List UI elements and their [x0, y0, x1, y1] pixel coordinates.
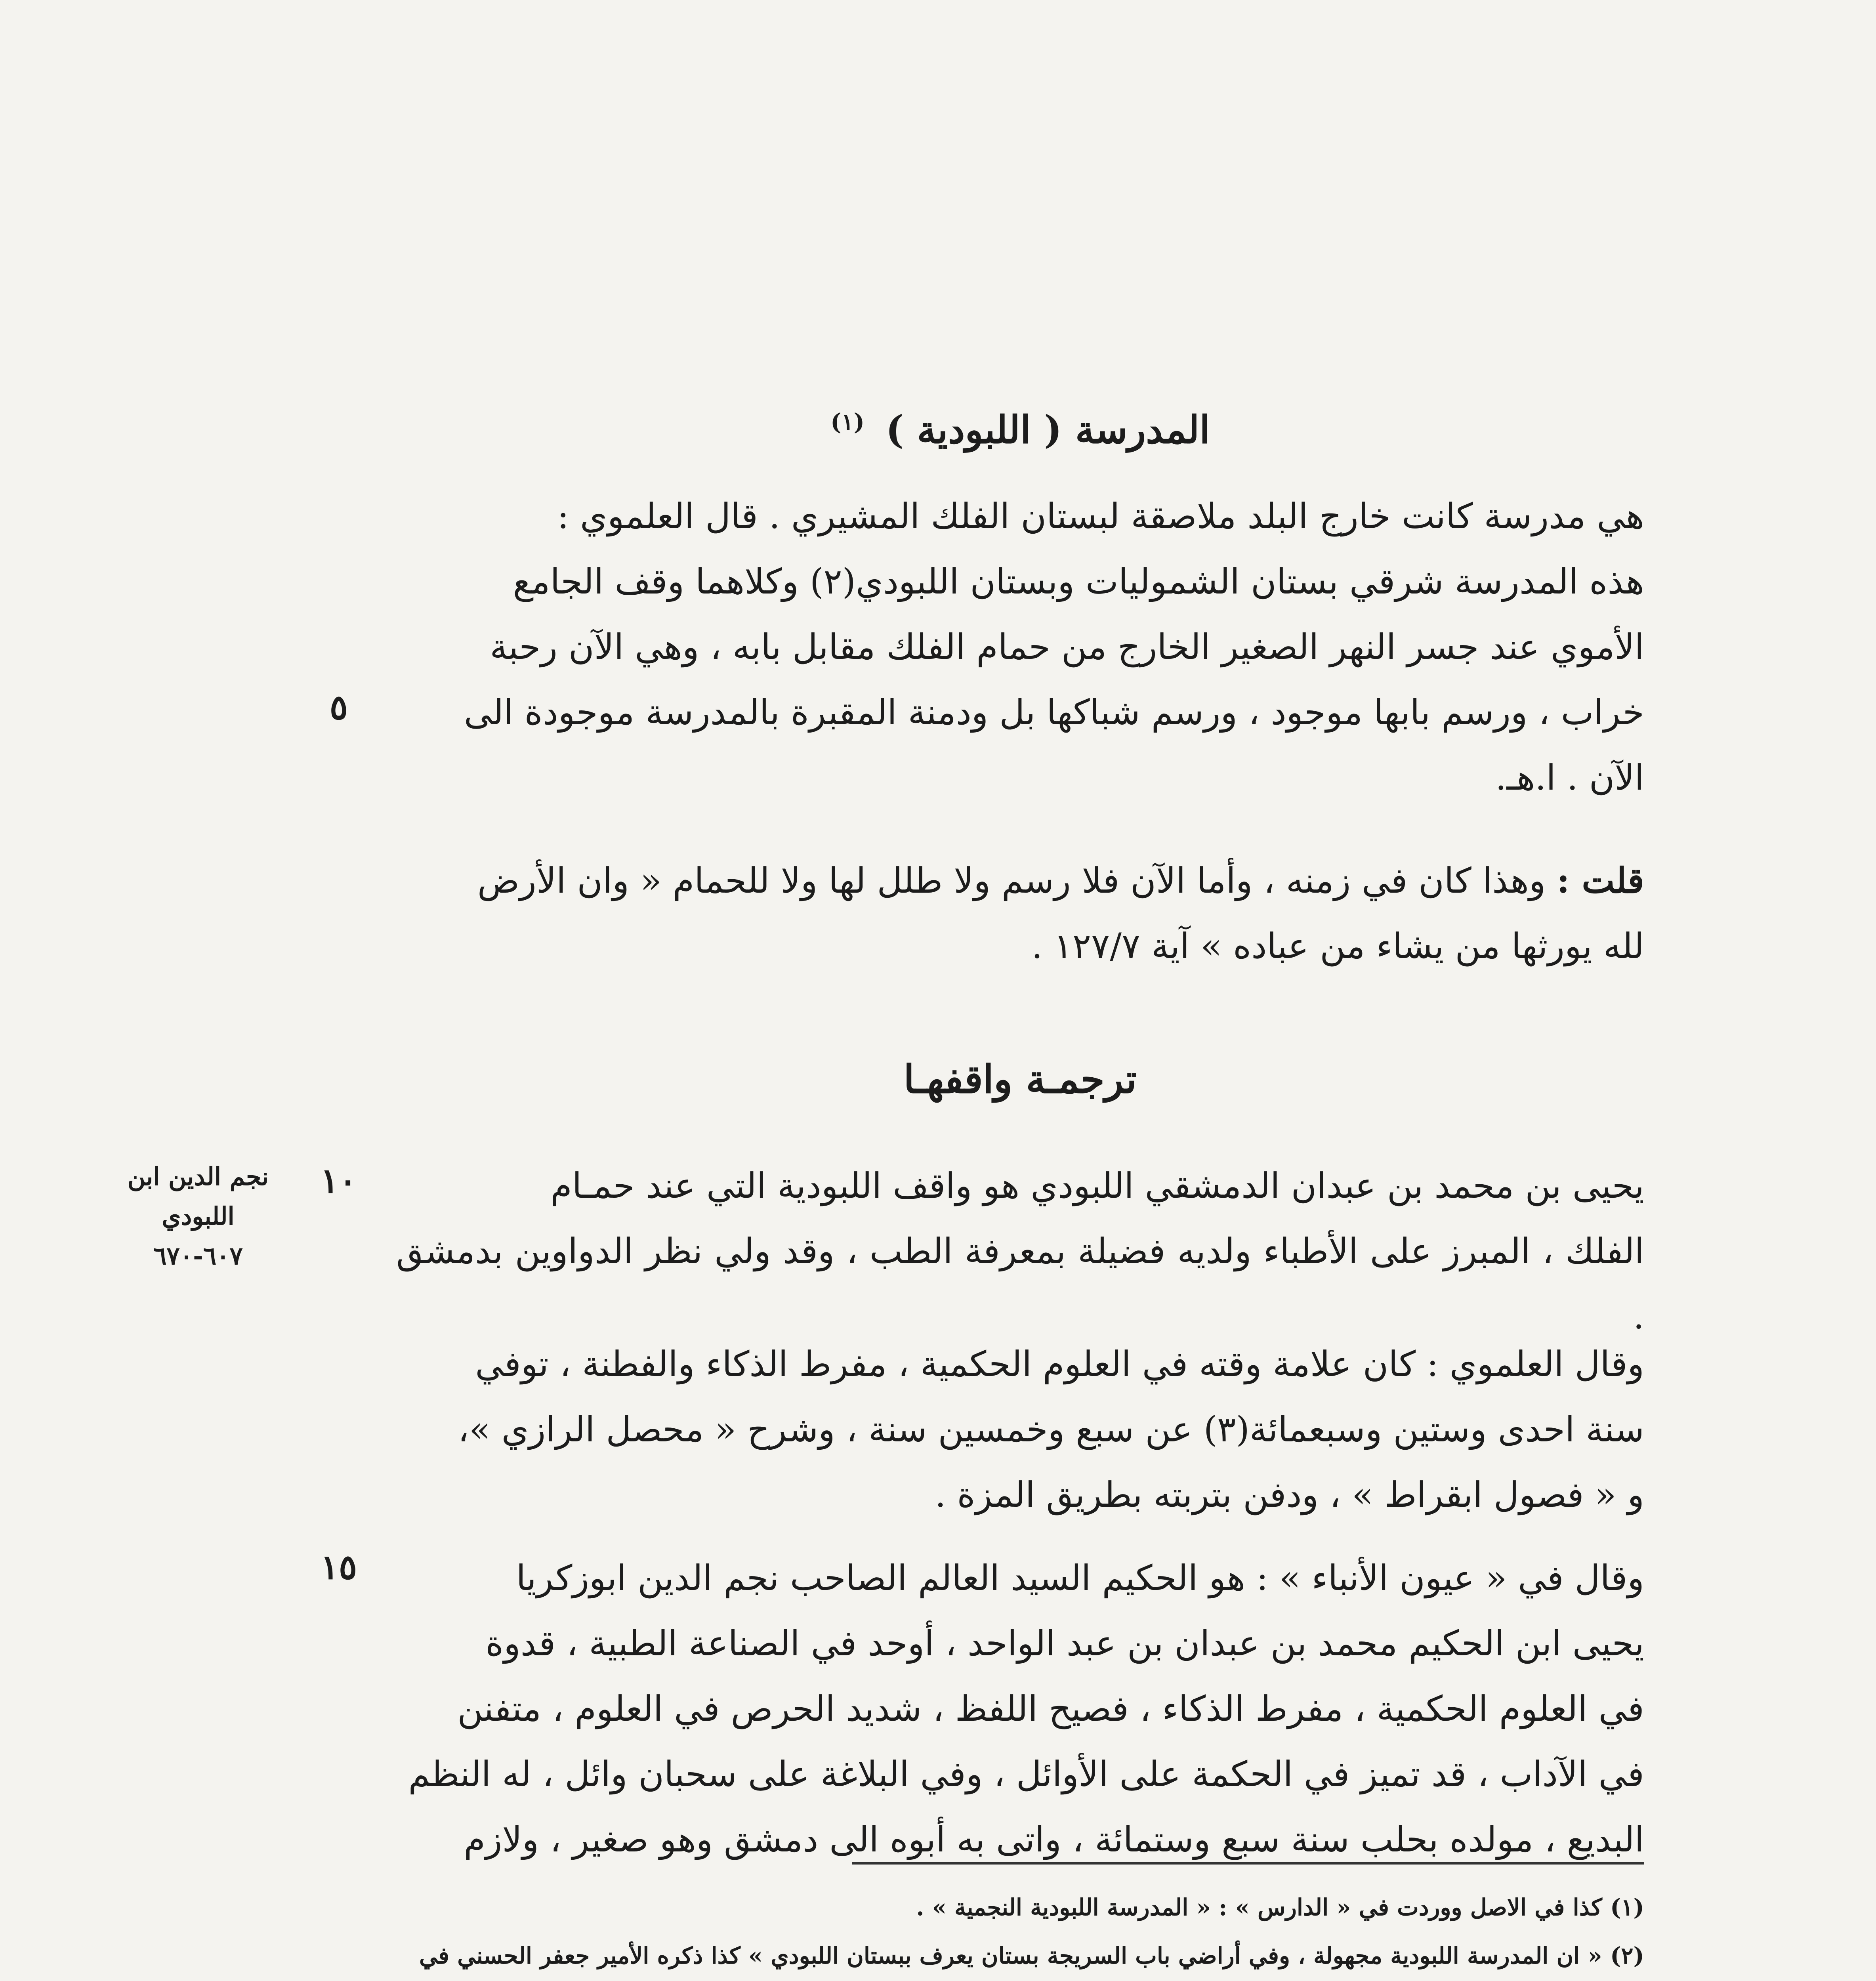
- paragraph-madrasa-description: [396, 483, 1644, 810]
- text-line: لله يورثها من يشاء من عباده » آية ١٢٧/٧ .: [1031, 926, 1644, 966]
- footnotes: [396, 1886, 1644, 1981]
- text-line: وقال العلموي : كان علامة وقته في العلوم الحكمية ، مفرط الذكاء والفطنة ، توفي: [475, 1344, 1644, 1384]
- text-line: الأموي عند جسر النهر الصغير الخارج من حمام الفلك مقابل بابه ، وهي الآن رحبة: [490, 626, 1644, 667]
- text-line: هي مدرسة كانت خارج البلد ملاصقة لبستان الفلك المشيري . قال العلموي :: [557, 496, 1644, 536]
- line-number-5: ٥: [329, 687, 348, 727]
- text-line: يحيى ابن الحكيم محمد بن عبدان بن عبد الواحد ، أوحد في الصناعة الطبية ، قدوة: [485, 1623, 1644, 1664]
- footnote-divider: [852, 1862, 1644, 1865]
- line-number-10: ١٠: [320, 1161, 357, 1201]
- footnote-marker: (١): [830, 408, 865, 435]
- line-number-15: ١٥: [320, 1547, 357, 1587]
- text-line: يحيى بن محمد بن عبدان الدمشقي اللبودي هو واقف اللبودية التي عند حمـام: [550, 1165, 1644, 1206]
- margin-note-line: نجم الدين ابن: [127, 1162, 269, 1191]
- text-line: سنة احدى وستين وسبعمائة(٣) عن سبع وخمسين سنة ، وشرح « محصل الرازي »،: [458, 1409, 1644, 1450]
- margin-note-line: اللبودي: [162, 1202, 235, 1231]
- text-line: هذه المدرسة شرقي بستان الشموليات وبستان اللبودي(٢) وكلاهما وقف الجامع: [513, 561, 1644, 602]
- remark-text: وهذا كان في زمنه ، وأما الآن فلا رسم ولا طلل لها ولا للحمام « وان الأرض: [477, 860, 1546, 901]
- text-line: و « فصول ابقراط » ، ودفن بتربته بطريق المزة .: [935, 1474, 1644, 1515]
- text-line: في الآداب ، قد تميز في الحكمة على الأوائل ، وفي البلاغة على سحبان وائل ، له النظم: [408, 1754, 1644, 1794]
- paragraph-almawi-quote: [396, 1331, 1644, 1527]
- text-line: الفلك ، المبرز على الأطباء ولديه فضيلة بمعرفة الطب ، وقد ولي نظر الدواوين بدمشق .: [396, 1231, 1644, 1337]
- paragraph-author-remark: [396, 848, 1644, 979]
- paragraph-founder-intro: [396, 1153, 1644, 1349]
- paragraph-uyun-al-anba-quote: [396, 1545, 1644, 1872]
- margin-note: [95, 1157, 301, 1276]
- text-line: البديع ، مولده بحلب سنة سبع وستمائة ، واتى به أبوه الى دمشق وهو صغير ، ولازم: [464, 1819, 1644, 1860]
- text-line: وقال في « عيون الأنباء » : هو الحكيم السيد العالم الصاحب نجم الدين ابوزكريا: [516, 1557, 1644, 1598]
- section-title: [357, 388, 1684, 456]
- text-line: الآن . ا.هـ.: [1495, 757, 1644, 798]
- founder-biography-heading: ترجمـة واقفهـا: [903, 1057, 1137, 1102]
- section-title-text: المدرسة ( اللبودية ): [886, 407, 1210, 452]
- footnote: (١) كذا في الاصل ووردت في « الدارس » : « المدرسة اللبودية النجمية » .: [916, 1894, 1644, 1921]
- remark-lead: قلت :: [1557, 860, 1644, 901]
- text-line: في العلوم الحكمية ، مفرط الذكاء ، فصيح اللفظ ، شديد الحرص في العلوم ، متفنن: [457, 1688, 1644, 1729]
- margin-note-line: ٦٠٧-٦٧٠: [153, 1241, 243, 1270]
- footnote: (٢) « ان المدرسة اللبودية مجهولة ، وفي أراضي باب السريجة بستان يعرف ببستان اللبودي » كذا ذكره الأمير جعفر الحسني في: [419, 1942, 1644, 1969]
- text-line: [396, 848, 1644, 913]
- text-line: خراب ، ورسم بابها موجود ، ورسم شباكها بل ودمنة المقبرة بالمدرسة موجودة الى: [464, 692, 1644, 733]
